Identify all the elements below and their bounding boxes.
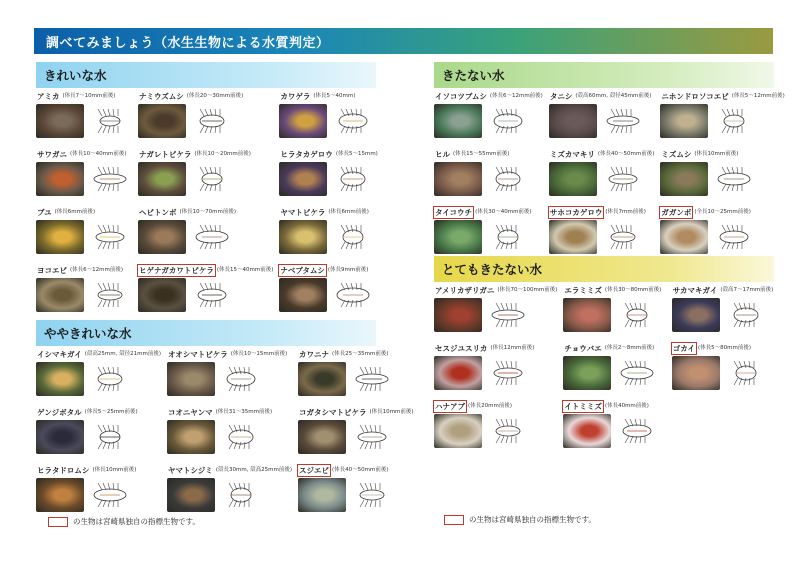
species-images <box>36 220 132 254</box>
legend-left <box>48 516 200 527</box>
species-label <box>279 91 377 102</box>
species-name: ニホンドロソコエビ <box>661 92 729 101</box>
specimen-photo <box>167 478 215 512</box>
species-size: (体長40〜50mm前後) <box>597 151 655 157</box>
specimen-drawing <box>486 298 530 332</box>
section-kirei <box>36 62 376 323</box>
species-images <box>36 362 161 396</box>
specimen-photo <box>36 362 84 396</box>
species-images <box>298 362 414 396</box>
species-label <box>434 343 557 354</box>
specimen-photo <box>549 104 597 138</box>
species-size: (体長10mm前後) <box>92 467 137 473</box>
species-images <box>660 104 784 138</box>
species-images <box>138 162 273 196</box>
species-name: ヒラタドロムシ <box>37 466 90 475</box>
species-grid <box>434 285 774 459</box>
species-entry <box>167 465 292 523</box>
species-size: (体長10〜70mm前後) <box>179 209 237 215</box>
specimen-photo <box>167 420 215 454</box>
species-name: サワガニ <box>37 150 67 159</box>
specimen-drawing <box>712 104 756 138</box>
specimen-photo <box>563 414 611 448</box>
specimen-drawing <box>331 278 375 312</box>
species-name: ナミウズムシ <box>139 92 184 101</box>
species-images <box>167 420 292 454</box>
section-kitanai <box>434 62 785 265</box>
species-name: ヤマトビケラ <box>280 208 326 217</box>
specimen-drawing <box>331 104 375 138</box>
specimen-drawing <box>712 162 756 196</box>
specimen-photo <box>36 162 84 196</box>
specimen-photo <box>434 104 482 138</box>
specimen-drawing <box>331 162 375 196</box>
species-label <box>563 285 665 296</box>
species-entry <box>36 265 132 323</box>
species-images <box>36 104 132 138</box>
species-entry <box>434 401 557 459</box>
specimen-photo <box>279 104 327 138</box>
specimen-photo <box>434 298 482 332</box>
specimen-photo <box>36 478 84 512</box>
species-entry <box>36 149 132 207</box>
species-entry <box>36 91 132 149</box>
species-size: (体長31〜35mm前後) <box>215 409 273 415</box>
specimen-drawing <box>88 362 132 396</box>
specimen-photo <box>36 220 84 254</box>
species-entry <box>36 407 161 465</box>
specimen-drawing <box>219 478 263 512</box>
species-images <box>434 298 557 332</box>
species-grid <box>36 349 414 523</box>
species-images <box>549 162 655 196</box>
species-size: (体長6〜12mm前後) <box>70 267 124 273</box>
species-label <box>434 401 557 412</box>
species-images <box>298 420 414 454</box>
species-entry <box>279 149 377 207</box>
specimen-photo <box>434 162 482 196</box>
species-images <box>167 478 292 512</box>
specimen-photo <box>434 414 482 448</box>
species-label <box>434 285 557 296</box>
species-images <box>563 414 665 448</box>
species-entry <box>563 285 665 343</box>
specimen-photo <box>36 420 84 454</box>
specimen-photo <box>138 278 186 312</box>
specimen-drawing <box>486 356 530 390</box>
species-entry <box>434 91 543 149</box>
species-name-local: ハナアブ <box>435 402 465 411</box>
species-name: ゲンジボタル <box>37 408 82 417</box>
species-images <box>549 220 655 254</box>
species-label <box>549 207 655 218</box>
legend-marker-box <box>444 515 464 525</box>
species-images <box>434 356 557 390</box>
specimen-photo <box>563 298 611 332</box>
species-size: (体長70〜100mm前後) <box>497 287 558 293</box>
specimen-drawing <box>190 104 234 138</box>
species-size: (体長5〜12mm前後) <box>731 93 785 99</box>
species-name: ヒラタカゲロウ <box>280 150 333 159</box>
specimen-photo <box>549 220 597 254</box>
specimen-drawing <box>486 162 530 196</box>
species-images <box>138 104 273 138</box>
specimen-drawing <box>615 414 659 448</box>
species-size: (体長5〜25mm前後) <box>84 409 138 415</box>
species-entry <box>36 349 161 407</box>
species-images <box>563 356 665 390</box>
species-label <box>549 91 655 102</box>
specimen-photo <box>167 362 215 396</box>
species-size: (体長30〜80mm前後) <box>604 287 662 293</box>
species-size: (体長5〜40mm) <box>313 93 356 99</box>
species-name: ミズムシ <box>661 150 692 159</box>
species-name: カワゲラ <box>280 92 311 101</box>
species-name: ヒル <box>435 150 450 159</box>
species-entry <box>36 465 161 523</box>
species-label <box>434 207 543 218</box>
species-images <box>167 362 292 396</box>
species-label <box>298 349 414 360</box>
species-size: (体長15〜55mm前後) <box>453 151 510 157</box>
species-label <box>434 91 543 102</box>
species-label <box>660 207 784 218</box>
species-images <box>36 278 132 312</box>
species-name: オオシマトビケラ <box>168 350 228 359</box>
specimen-drawing <box>350 420 394 454</box>
specimen-photo <box>279 278 327 312</box>
species-entry <box>298 407 414 465</box>
species-name-local: スジエビ <box>299 466 330 475</box>
species-images <box>298 478 414 512</box>
specimen-drawing <box>601 162 645 196</box>
species-name: エラミミズ <box>564 286 602 295</box>
species-name: ヤマトシジミ <box>168 466 213 475</box>
section-heading: ややきれいな水 <box>36 320 376 346</box>
legend-text: の生物は宮崎県独自の指標生物です。 <box>469 515 596 524</box>
species-grid <box>36 91 376 323</box>
species-entry <box>434 343 557 401</box>
specimen-photo <box>672 298 720 332</box>
species-name: ヘビトンボ <box>139 208 177 217</box>
species-entry <box>672 343 774 401</box>
species-entry <box>36 207 132 265</box>
species-images <box>672 298 774 332</box>
species-name: タニシ <box>549 92 573 101</box>
species-label <box>138 265 273 276</box>
species-size: (全長10〜25mm前後) <box>694 209 751 215</box>
species-name-local: ゴカイ <box>672 344 695 353</box>
species-images <box>672 356 774 390</box>
species-size: (体長10mm前後) <box>369 409 414 415</box>
species-name: ミズカマキリ <box>549 150 595 159</box>
species-entry <box>167 349 292 407</box>
species-name: サカマキガイ <box>672 286 718 295</box>
specimen-photo <box>563 356 611 390</box>
species-size: (体長2〜8mm前後) <box>604 345 655 351</box>
species-label <box>672 285 774 296</box>
species-images <box>434 162 543 196</box>
specimen-photo <box>434 220 482 254</box>
species-name: コオニヤンマ <box>168 408 213 417</box>
page-title: 調べてみましょう（水生生物による水質判定） <box>46 35 330 51</box>
species-size: (体長12mm前後) <box>490 345 535 351</box>
species-size: (体長10〜40mm前後) <box>70 151 127 157</box>
species-label <box>36 349 161 360</box>
species-entry <box>279 265 377 323</box>
species-label <box>36 149 132 160</box>
specimen-drawing <box>615 356 659 390</box>
species-entry <box>672 285 774 343</box>
species-name-local: ヒゲナガカワトビケラ <box>139 266 214 275</box>
species-images <box>36 420 161 454</box>
species-label <box>563 401 665 412</box>
species-size: (体長6〜12mm前後) <box>489 93 543 99</box>
specimen-drawing <box>219 420 263 454</box>
species-label <box>279 207 377 218</box>
species-size: (体長20mm前後) <box>468 403 513 409</box>
species-name: セスジユスリカ <box>435 344 488 353</box>
specimen-photo <box>36 278 84 312</box>
species-entry <box>167 407 292 465</box>
specimen-drawing <box>88 420 132 454</box>
specimen-drawing <box>190 278 234 312</box>
species-label <box>672 343 774 354</box>
species-size: (体長7mm前後) <box>605 209 646 215</box>
specimen-photo <box>36 104 84 138</box>
species-name-local: タイコウチ <box>435 208 473 217</box>
specimen-photo <box>434 356 482 390</box>
specimen-drawing <box>88 220 132 254</box>
species-grid <box>434 91 785 265</box>
species-label <box>279 265 377 276</box>
legend-text: の生物は宮崎県独自の指標生物です。 <box>73 517 200 526</box>
species-images <box>279 278 377 312</box>
specimen-photo <box>549 162 597 196</box>
specimen-photo <box>672 356 720 390</box>
species-label <box>549 149 655 160</box>
species-size: (殻高7〜17mm前後) <box>720 287 774 293</box>
species-size: (体長10〜20mm前後) <box>194 151 251 157</box>
section-heading: きれいな水 <box>36 62 376 88</box>
species-entry <box>563 401 665 459</box>
species-label <box>167 407 292 418</box>
legend-marker-box <box>48 517 68 527</box>
species-label <box>36 207 132 218</box>
specimen-drawing <box>190 162 234 196</box>
specimen-drawing <box>601 220 645 254</box>
species-images <box>138 278 273 312</box>
species-size: (体長5〜15mm) <box>335 151 378 157</box>
specimen-drawing <box>486 220 530 254</box>
species-name: ナガレトビケラ <box>139 150 192 159</box>
specimen-photo <box>660 220 708 254</box>
specimen-drawing <box>331 220 375 254</box>
specimen-photo <box>298 478 346 512</box>
species-size: (体長40mm前後) <box>604 403 649 409</box>
species-images <box>138 220 273 254</box>
species-entry <box>138 265 273 323</box>
species-size: (殻高60mm, 殻径45mm前後) <box>575 93 652 99</box>
species-name: ヨコエビ <box>37 266 67 275</box>
species-size: (体長15〜40mm前後) <box>216 267 274 273</box>
species-entry <box>138 207 273 265</box>
species-name: ブユ <box>37 208 52 217</box>
species-label <box>138 149 273 160</box>
species-size: (殻長30mm, 殻高25mm前後) <box>215 467 293 473</box>
species-label <box>138 91 273 102</box>
species-size: (体長10mm前後) <box>694 151 739 157</box>
specimen-drawing <box>601 104 645 138</box>
species-label <box>279 149 377 160</box>
species-name: イシマキガイ <box>37 350 82 359</box>
species-label <box>434 149 543 160</box>
species-images <box>563 298 665 332</box>
species-entry <box>138 91 273 149</box>
section-heading: とてもきたない水 <box>434 256 774 282</box>
species-size: (体長5〜80mm前後) <box>697 345 751 351</box>
specimen-photo <box>279 162 327 196</box>
legend-right <box>444 514 596 525</box>
species-name: チョウバエ <box>564 344 602 353</box>
specimen-drawing <box>350 362 394 396</box>
species-entry <box>549 149 655 207</box>
specimen-drawing <box>88 278 132 312</box>
section-totemo <box>434 256 774 459</box>
species-label <box>36 265 132 276</box>
species-size: (体長20〜30mm前後) <box>186 93 244 99</box>
species-label <box>167 349 292 360</box>
section-yaya <box>36 320 414 523</box>
species-entry <box>298 349 414 407</box>
species-images <box>434 220 543 254</box>
species-images <box>434 414 557 448</box>
specimen-drawing <box>350 478 394 512</box>
species-images <box>279 220 377 254</box>
specimen-drawing <box>712 220 756 254</box>
specimen-drawing <box>219 362 263 396</box>
specimen-drawing <box>88 478 132 512</box>
specimen-photo <box>660 162 708 196</box>
species-entry <box>434 149 543 207</box>
species-entry <box>298 465 414 523</box>
species-name: アメリカザリガニ <box>435 286 495 295</box>
species-size: (体長30〜40mm前後) <box>475 209 532 215</box>
species-images <box>36 478 161 512</box>
species-entry <box>279 207 377 265</box>
section-heading: きたない水 <box>434 62 774 88</box>
species-label <box>298 407 414 418</box>
species-size: (体長10〜15mm前後) <box>230 351 288 357</box>
species-entry <box>549 91 655 149</box>
species-label <box>36 465 161 476</box>
species-images <box>36 162 132 196</box>
specimen-photo <box>279 220 327 254</box>
specimen-photo <box>138 162 186 196</box>
specimen-drawing <box>486 414 530 448</box>
species-label <box>660 149 784 160</box>
specimen-drawing <box>724 298 768 332</box>
species-name: コガタシマトビケラ <box>299 408 367 417</box>
species-entry <box>660 149 784 207</box>
specimen-drawing <box>190 220 234 254</box>
species-label <box>138 207 273 218</box>
species-entry <box>138 149 273 207</box>
species-images <box>279 162 377 196</box>
species-label <box>660 91 784 102</box>
specimen-photo <box>660 104 708 138</box>
specimen-drawing <box>724 356 768 390</box>
specimen-photo <box>138 104 186 138</box>
specimen-drawing <box>88 162 132 196</box>
species-label <box>36 407 161 418</box>
page-banner <box>34 28 773 54</box>
species-entry <box>434 285 557 343</box>
species-entry <box>279 91 377 149</box>
species-label <box>36 91 132 102</box>
species-size: (体長7〜10mm前後) <box>62 93 116 99</box>
species-images <box>549 104 655 138</box>
specimen-drawing <box>88 104 132 138</box>
species-name-local: サホコカゲロウ <box>549 208 603 217</box>
specimen-drawing <box>486 104 530 138</box>
species-size: (体長6mm前後) <box>54 209 96 215</box>
species-label <box>167 465 292 476</box>
species-label <box>298 465 414 476</box>
species-name-local: ガガンボ <box>661 208 692 217</box>
species-name: カワニナ <box>299 350 330 359</box>
species-size: (体長9mm前後) <box>327 267 369 273</box>
species-name: イソコツブムシ <box>435 92 487 101</box>
specimen-photo <box>298 420 346 454</box>
species-entry <box>563 343 665 401</box>
species-label <box>563 343 665 354</box>
species-size: (体長25〜35mm前後) <box>332 351 389 357</box>
species-name-local: ナベブタムシ <box>280 266 325 275</box>
specimen-photo <box>298 362 346 396</box>
species-name-local: イトミミズ <box>564 402 602 411</box>
species-images <box>660 162 784 196</box>
species-name: アミカ <box>37 92 60 101</box>
species-entry <box>660 91 784 149</box>
species-size: (体長40〜50mm前後) <box>332 467 389 473</box>
species-size: (殻高25mm, 殻径21mm前後) <box>84 351 161 357</box>
specimen-photo <box>138 220 186 254</box>
species-images <box>434 104 543 138</box>
specimen-drawing <box>615 298 659 332</box>
species-size: (体長6mm前後) <box>328 209 369 215</box>
species-images <box>660 220 784 254</box>
species-images <box>279 104 377 138</box>
